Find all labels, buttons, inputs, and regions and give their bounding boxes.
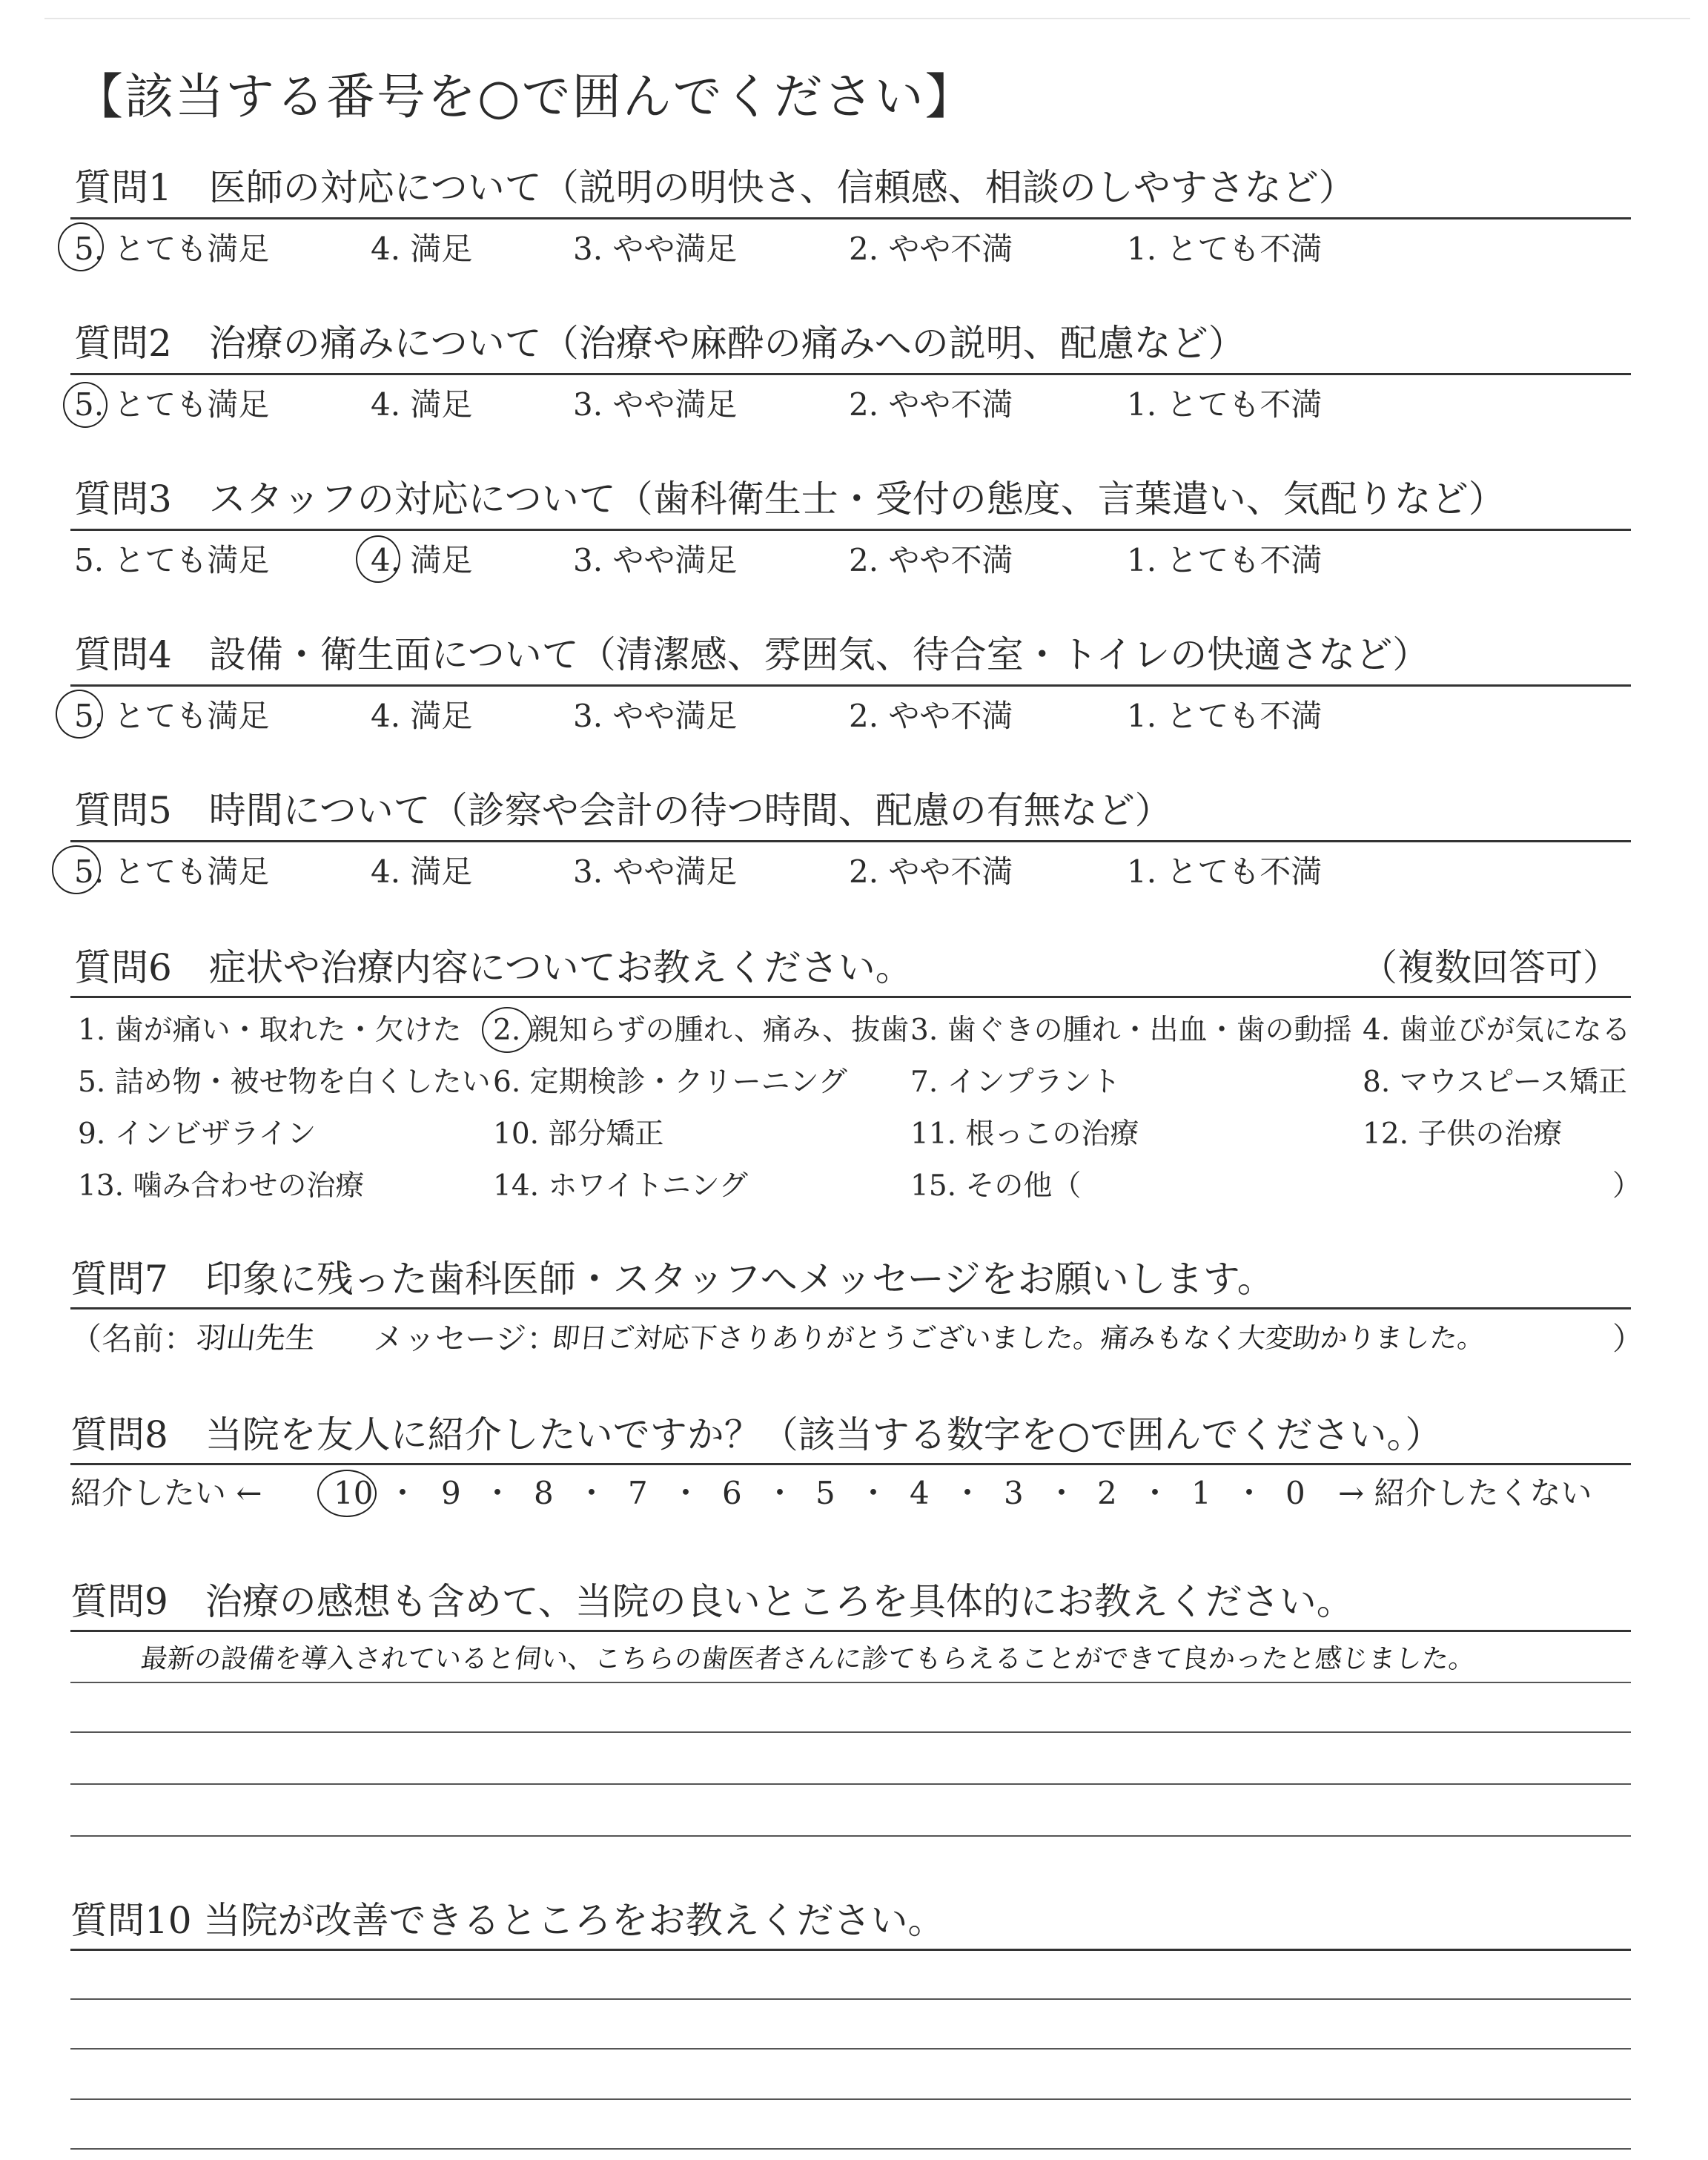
- q6-option-4[interactable]: 4. 歯並びが気になる: [1363, 1014, 1631, 1047]
- q9-rule: [70, 1630, 1631, 1632]
- q1-option-2[interactable]: 2. やや不満: [849, 231, 1013, 267]
- q9-answer-line: [70, 1835, 1631, 1837]
- q3-label: 質問3 スタッフの対応について（歯科衛生士・受付の態度、言葉遣い、気配りなど）: [74, 478, 1506, 521]
- q10-answer-line[interactable]: [70, 2048, 1631, 2050]
- q8-separator: ・: [670, 1475, 702, 1511]
- q7-name-value[interactable]: 羽山先生: [194, 1321, 317, 1355]
- q2-option-4[interactable]: 4. 満足: [371, 386, 473, 423]
- page-title: 【該当する番号を○で囲んでください】: [74, 68, 976, 125]
- q1-option-1[interactable]: 1. とても不満: [1127, 231, 1323, 267]
- q8-score-1[interactable]: 1: [1191, 1475, 1211, 1511]
- q6-option-10[interactable]: 10. 部分矯正: [493, 1117, 664, 1151]
- q5-option-2[interactable]: 2. やや不満: [849, 853, 1013, 890]
- q1-label: 質問1 医師の対応について（説明の明快さ、信頼感、相談のしやすさなど）: [74, 166, 1356, 209]
- q8-separator: ・: [576, 1475, 608, 1511]
- q6-option-3[interactable]: 3. 歯ぐきの腫れ・出血・歯の動揺: [910, 1014, 1352, 1047]
- q3-rule: [70, 529, 1631, 531]
- q10-answer-line[interactable]: [70, 1998, 1631, 2000]
- q4-option-1[interactable]: 1. とても不満: [1127, 698, 1323, 734]
- q6-option-8[interactable]: 8. マウスピース矯正: [1363, 1066, 1627, 1099]
- q8-separator: ・: [1046, 1475, 1078, 1511]
- q8-separator: ・: [1234, 1475, 1265, 1511]
- q9-label: 質問9 治療の感想も含めて、当院の良いところを具体的にお教えください。: [70, 1580, 1354, 1623]
- q5-label: 質問5 時間について（診察や会計の待つ時間、配慮の有無など）: [74, 789, 1172, 832]
- q4-option-2[interactable]: 2. やや不満: [849, 698, 1013, 734]
- q9-answer-line: [70, 1783, 1631, 1785]
- q4-selection-circle: [56, 690, 103, 739]
- q8-score-2[interactable]: 2: [1097, 1475, 1117, 1511]
- q10-answer-line[interactable]: [70, 2098, 1631, 2100]
- q2-option-1[interactable]: 1. とても不満: [1127, 386, 1323, 423]
- q2-option-2[interactable]: 2. やや不満: [849, 386, 1013, 423]
- q5-option-1[interactable]: 1. とても不満: [1127, 853, 1323, 890]
- q4-option-3[interactable]: 3. やや満足: [573, 698, 738, 734]
- q1-option-3[interactable]: 3. やや満足: [573, 231, 738, 267]
- q5-rule: [70, 840, 1631, 842]
- q6-label: 質問6 症状や治療内容についてお教えください。: [74, 946, 913, 989]
- q8-separator: ・: [764, 1475, 796, 1511]
- q2-option-3[interactable]: 3. やや満足: [573, 386, 738, 423]
- top-border: [44, 18, 1690, 19]
- q6-option-5[interactable]: 5. 詰め物・被せ物を白くしたい: [78, 1066, 491, 1099]
- q6-option-15[interactable]: 15. その他（: [910, 1169, 1082, 1203]
- q1-selection-circle: [58, 222, 104, 271]
- q7-rule: [70, 1307, 1631, 1309]
- q10-label: 質問10 当院が改善できるところをお教えください。: [70, 1899, 945, 1942]
- q6-option-7[interactable]: 7. インプラント: [910, 1066, 1121, 1099]
- q1-option-4[interactable]: 4. 満足: [371, 231, 473, 267]
- q8-score-7[interactable]: 7: [628, 1475, 648, 1511]
- q3-option-2[interactable]: 2. やや不満: [849, 542, 1013, 578]
- q2-option-5[interactable]: 5. とても満足: [74, 386, 270, 423]
- q8-separator: ・: [952, 1475, 984, 1511]
- q2-selection-circle: [63, 382, 107, 428]
- q3-option-1[interactable]: 1. とても不満: [1127, 542, 1323, 578]
- q8-score-8[interactable]: 8: [534, 1475, 554, 1511]
- q9-answer[interactable]: 最新の設備を導入されていると伺い、こちらの歯医者さんに診てもらえることができて良かったと感じました。: [139, 1644, 1477, 1674]
- q8-score-3[interactable]: 3: [1004, 1475, 1024, 1511]
- q3-option-4[interactable]: 4. 満足: [371, 542, 473, 578]
- q8-selection-circle: [317, 1470, 377, 1517]
- q5-option-5[interactable]: 5. とても満足: [74, 853, 270, 890]
- q9-answer-line: [70, 1682, 1631, 1683]
- q8-rule: [70, 1463, 1631, 1465]
- q6-option-1[interactable]: 1. 歯が痛い・取れた・欠けた: [78, 1014, 462, 1047]
- q7-message-label: メッセージ：: [373, 1321, 558, 1357]
- q2-rule: [70, 373, 1631, 375]
- q5-selection-circle: [52, 845, 101, 894]
- q6-option-2[interactable]: 2. 親知らずの腫れ、痛み、抜歯: [493, 1014, 910, 1047]
- q8-score-0[interactable]: 0: [1285, 1475, 1305, 1511]
- q3-option-3[interactable]: 3. やや満足: [573, 542, 738, 578]
- q4-option-4[interactable]: 4. 満足: [371, 698, 473, 734]
- q6-note: （複数回答可）: [1360, 946, 1620, 989]
- q8-score-6[interactable]: 6: [722, 1475, 742, 1511]
- q6-selection-circle: [482, 1007, 532, 1053]
- q8-separator: ・: [482, 1475, 514, 1511]
- q4-rule: [70, 684, 1631, 687]
- q8-label: 質問8 当院を友人に紹介したいですか？（該当する数字を○で囲んでください。）: [70, 1413, 1443, 1456]
- q7-close-paren: ）: [1612, 1321, 1644, 1357]
- q4-option-5[interactable]: 5. とても満足: [74, 698, 270, 734]
- q3-selection-circle: [356, 535, 400, 583]
- q8-score-10[interactable]: 10: [334, 1475, 374, 1511]
- q2-label: 質問2 治療の痛みについて（治療や麻酔の痛みへの説明、配慮など）: [74, 322, 1245, 365]
- q8-score-4[interactable]: 4: [910, 1475, 930, 1511]
- q4-label: 質問4 設備・衛生面について（清潔感、雰囲気、待合室・トイレの快適さなど）: [74, 633, 1430, 676]
- q8-separator: ・: [387, 1475, 419, 1511]
- q5-option-4[interactable]: 4. 満足: [371, 853, 473, 890]
- q8-separator: ・: [1139, 1475, 1171, 1511]
- q6-option-15-close: ）: [1612, 1169, 1642, 1203]
- q6-option-11[interactable]: 11. 根っこの治療: [910, 1117, 1139, 1151]
- q6-option-13[interactable]: 13. 噛み合わせの治療: [78, 1169, 365, 1203]
- q6-option-9[interactable]: 9. インビザライン: [78, 1117, 317, 1151]
- q7-message-value[interactable]: 即日ご対応下さりありがとうございました。痛みもなく大変助かりました。: [550, 1322, 1487, 1354]
- q10-rule: [70, 1949, 1631, 1951]
- q1-rule: [70, 217, 1631, 219]
- q6-option-6[interactable]: 6. 定期検診・クリーニング: [493, 1066, 847, 1099]
- q10-answer-line[interactable]: [70, 2148, 1631, 2150]
- q8-score-5[interactable]: 5: [815, 1475, 835, 1511]
- q8-separator: ・: [858, 1475, 890, 1511]
- q9-answer-line: [70, 1731, 1631, 1733]
- q5-option-3[interactable]: 3. やや満足: [573, 853, 738, 890]
- q7-label: 質問7 印象に残った歯科医師・スタッフへメッセージをお願いします。: [70, 1258, 1274, 1301]
- q6-option-14[interactable]: 14. ホワイトニング: [493, 1169, 748, 1203]
- q1-option-5[interactable]: 5. とても満足: [74, 231, 270, 267]
- q7-name-label: （名前：: [70, 1321, 196, 1357]
- q3-option-5[interactable]: 5. とても満足: [74, 542, 270, 578]
- q6-rule: [70, 996, 1631, 998]
- q8-left-label: 紹介したい ←: [70, 1475, 262, 1511]
- q8-right-label: → 紹介したくない: [1338, 1475, 1592, 1511]
- q8-score-9[interactable]: 9: [441, 1475, 461, 1511]
- q6-option-12[interactable]: 12. 子供の治療: [1363, 1117, 1563, 1151]
